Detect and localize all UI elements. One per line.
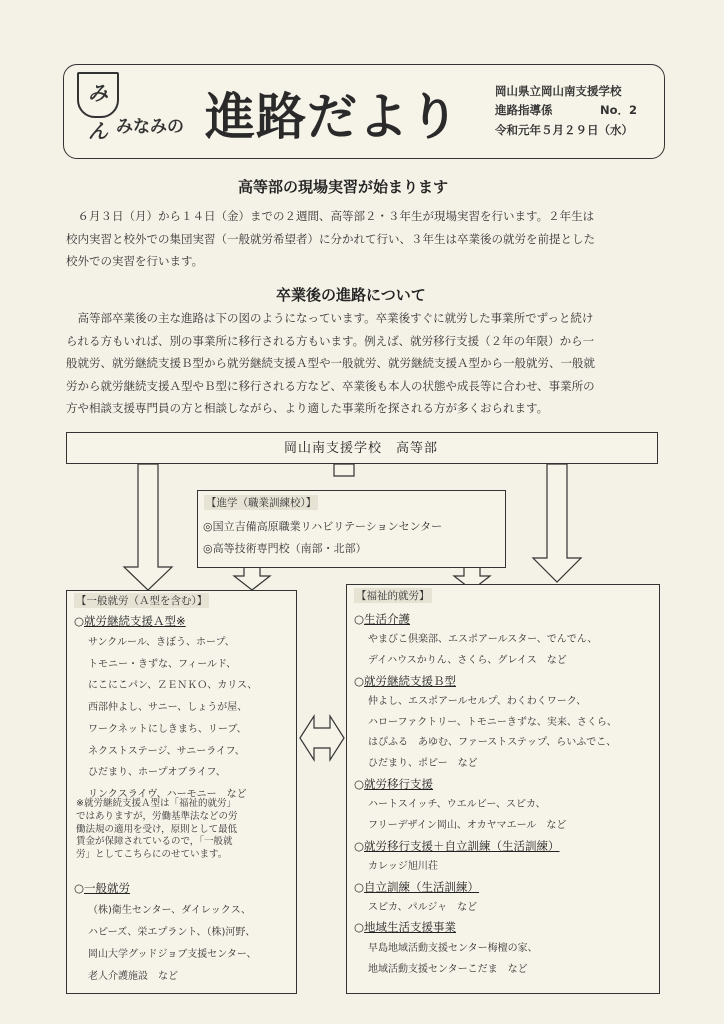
welfare-group-list: [368, 938, 538, 980]
paragraph-line: 方や相談支援専門員の方と相談しながら、より適した事業所を探される方が多くおられます。: [66, 401, 549, 415]
arrow-to-general: [124, 464, 172, 590]
list-item: トモニー・きずな、フィールド、: [88, 658, 237, 670]
list-item: サンクルール、きぼう、ホープ、: [88, 637, 235, 648]
school-logo: みん: [77, 72, 119, 118]
list-item: デイハウスかりん、さくら、グレイス など: [368, 654, 567, 666]
list-item: ひだまり、ホープオブライフ、: [88, 767, 226, 779]
welfare-group-list: [368, 898, 477, 919]
list-item: ひだまり、ポピー など: [368, 757, 478, 769]
list-item: 岡山大学グッドジョブ支援センター、: [88, 949, 257, 960]
issue-number: No．2: [600, 103, 638, 117]
list-item: 西部仲よし、サニー、しょうが屋、: [88, 702, 248, 714]
general-a-list: [88, 632, 257, 806]
note-line: 賃金が保障されているので，「一般就: [76, 836, 233, 848]
welfare-group-title: ○自立訓練（生活訓練）: [354, 880, 480, 894]
note-line: ではありますが，労働基準法などの労: [76, 810, 238, 822]
welfare-group-title: ○生活介護: [354, 612, 411, 626]
welfare-group-title: ○就労継続支援Ｂ型: [354, 674, 457, 688]
double-arrow: [300, 716, 344, 760]
welfare-heading: 【福祉的就労】: [356, 590, 430, 602]
list-item: ハピーズ、栄エプラント、（株)河野、: [88, 927, 256, 938]
welfare-group-title: ○就労移行支援: [354, 777, 434, 791]
note-line: 働法規の適用を受け，原則として最低: [76, 823, 238, 835]
ippan-title: ○一般就労: [74, 881, 131, 895]
paragraph-line: 労から就労継続支援Ａ型やＢ型に移行される方など、卒業後も本人の状態や成長等に合わせ、事業所の: [66, 378, 595, 393]
paragraph-line: 般就労、就労継続支援Ｂ型から就労継続支援Ａ型や一般就労、就労継続支援Ａ型から一般就労、一般就: [66, 356, 595, 370]
school-box-label: 岡山南支援学校 高等部: [283, 441, 438, 456]
list-item: 仲よし、エスポアールセルプ、わくわくワーク、: [368, 696, 587, 707]
paragraph-line: ６月３日（月）から１４日（金）までの２週間、高等部２・３年生が現場実習を行います。２年生は: [66, 209, 595, 223]
paragraph-line: 校外での実習を行います。: [66, 254, 204, 268]
shingaku-heading: 【進学（職業訓練校）】: [206, 497, 317, 509]
list-item: はぴふる あゆむ、ファーストステップ、らいふでこ、: [368, 737, 617, 748]
list-item: 早島地域活動支援センター梅檀の家、: [368, 943, 538, 954]
list-item: にこにこパン、ＺＥＮＫＯ、カリス、: [88, 680, 258, 692]
list-item: ハローファクトリー、トモニーきずな、実来、さくら、: [368, 716, 617, 728]
section1-title: 高等部の現場実習が始まります: [238, 178, 449, 196]
school-name: 岡山県立岡山南支援学校: [495, 84, 622, 98]
paragraph-line: られる方もいれば、別の事業所に移行される方もいます。例えば、就労移行支援（２年の年限）から一: [66, 333, 595, 348]
section2-title: 卒業後の進路について: [276, 286, 426, 304]
list-item: フリーデザイン岡山、オカヤマエール など: [368, 819, 567, 831]
type-a-note: [76, 798, 238, 862]
shingaku-item: ◎高等技術専門校（南部・北部）: [203, 542, 367, 555]
general-heading: 【一般就労（Ａ型を含む）】: [76, 595, 208, 607]
note-line: 労」としてこちらにのせています。: [76, 849, 228, 861]
arrow-to-school-sub: [334, 464, 354, 476]
issue-date: 令和元年５月２９日（水）: [495, 123, 633, 137]
ippan-list: [88, 900, 257, 988]
newsletter-title: 進路だより: [205, 88, 460, 146]
list-item: カレッジ旭川荘: [368, 861, 438, 872]
list-item: 地域活動支援センターこだま など: [368, 964, 528, 975]
list-item: ネクストステージ、サニーライフ、: [88, 745, 245, 757]
arrow-to-welfare: [533, 464, 581, 582]
list-item: やまびこ倶楽部、エスポアールスター、でんでん、: [368, 634, 598, 645]
department: 進路指導係: [495, 103, 553, 117]
note-line: ※就労継続支援Ａ型は「福祉的就労」: [76, 798, 236, 809]
welfare-group-list: [368, 692, 617, 774]
welfare-group-title: ○地域生活支援事業: [354, 920, 457, 934]
shingaku-item: ◎国立吉備高原職業リハビリテーションセンター: [203, 520, 443, 533]
list-item: ハートスイッチ、ウエルビー、スピカ、: [368, 799, 546, 810]
general-a-title: ○就労継続支援Ａ型※: [74, 614, 186, 628]
paragraph-line: 高等部卒業後の主な進路は下の図のようになっています。卒業後すぐに就労した事業所でずっと続け: [66, 311, 594, 325]
paragraph-line: 校内実習と校外での集団実習（一般就労希望者）に分かれて行い、３年生は卒業後の就労を前提とした: [66, 231, 595, 246]
list-item: （株)衛生センター、ダイレックス、: [88, 905, 252, 916]
list-item: スピカ、パルジャ など: [368, 902, 478, 913]
arrow-shingaku-general: [234, 566, 270, 590]
welfare-group-list: [368, 857, 438, 878]
welfare-group-list: [368, 795, 566, 836]
welfare-group-title: ○就労移行支援＋自立訓練（生活訓練）: [354, 839, 560, 853]
list-item: ワークネットにしきまち、リーブ、: [88, 723, 247, 735]
list-item: 老人介護施設 など: [88, 971, 178, 982]
newsletter-subtitle: みなみの: [116, 117, 184, 137]
list-item: リンクスライヴ、ハーモニー など: [88, 788, 247, 800]
welfare-group-list: [368, 630, 597, 671]
